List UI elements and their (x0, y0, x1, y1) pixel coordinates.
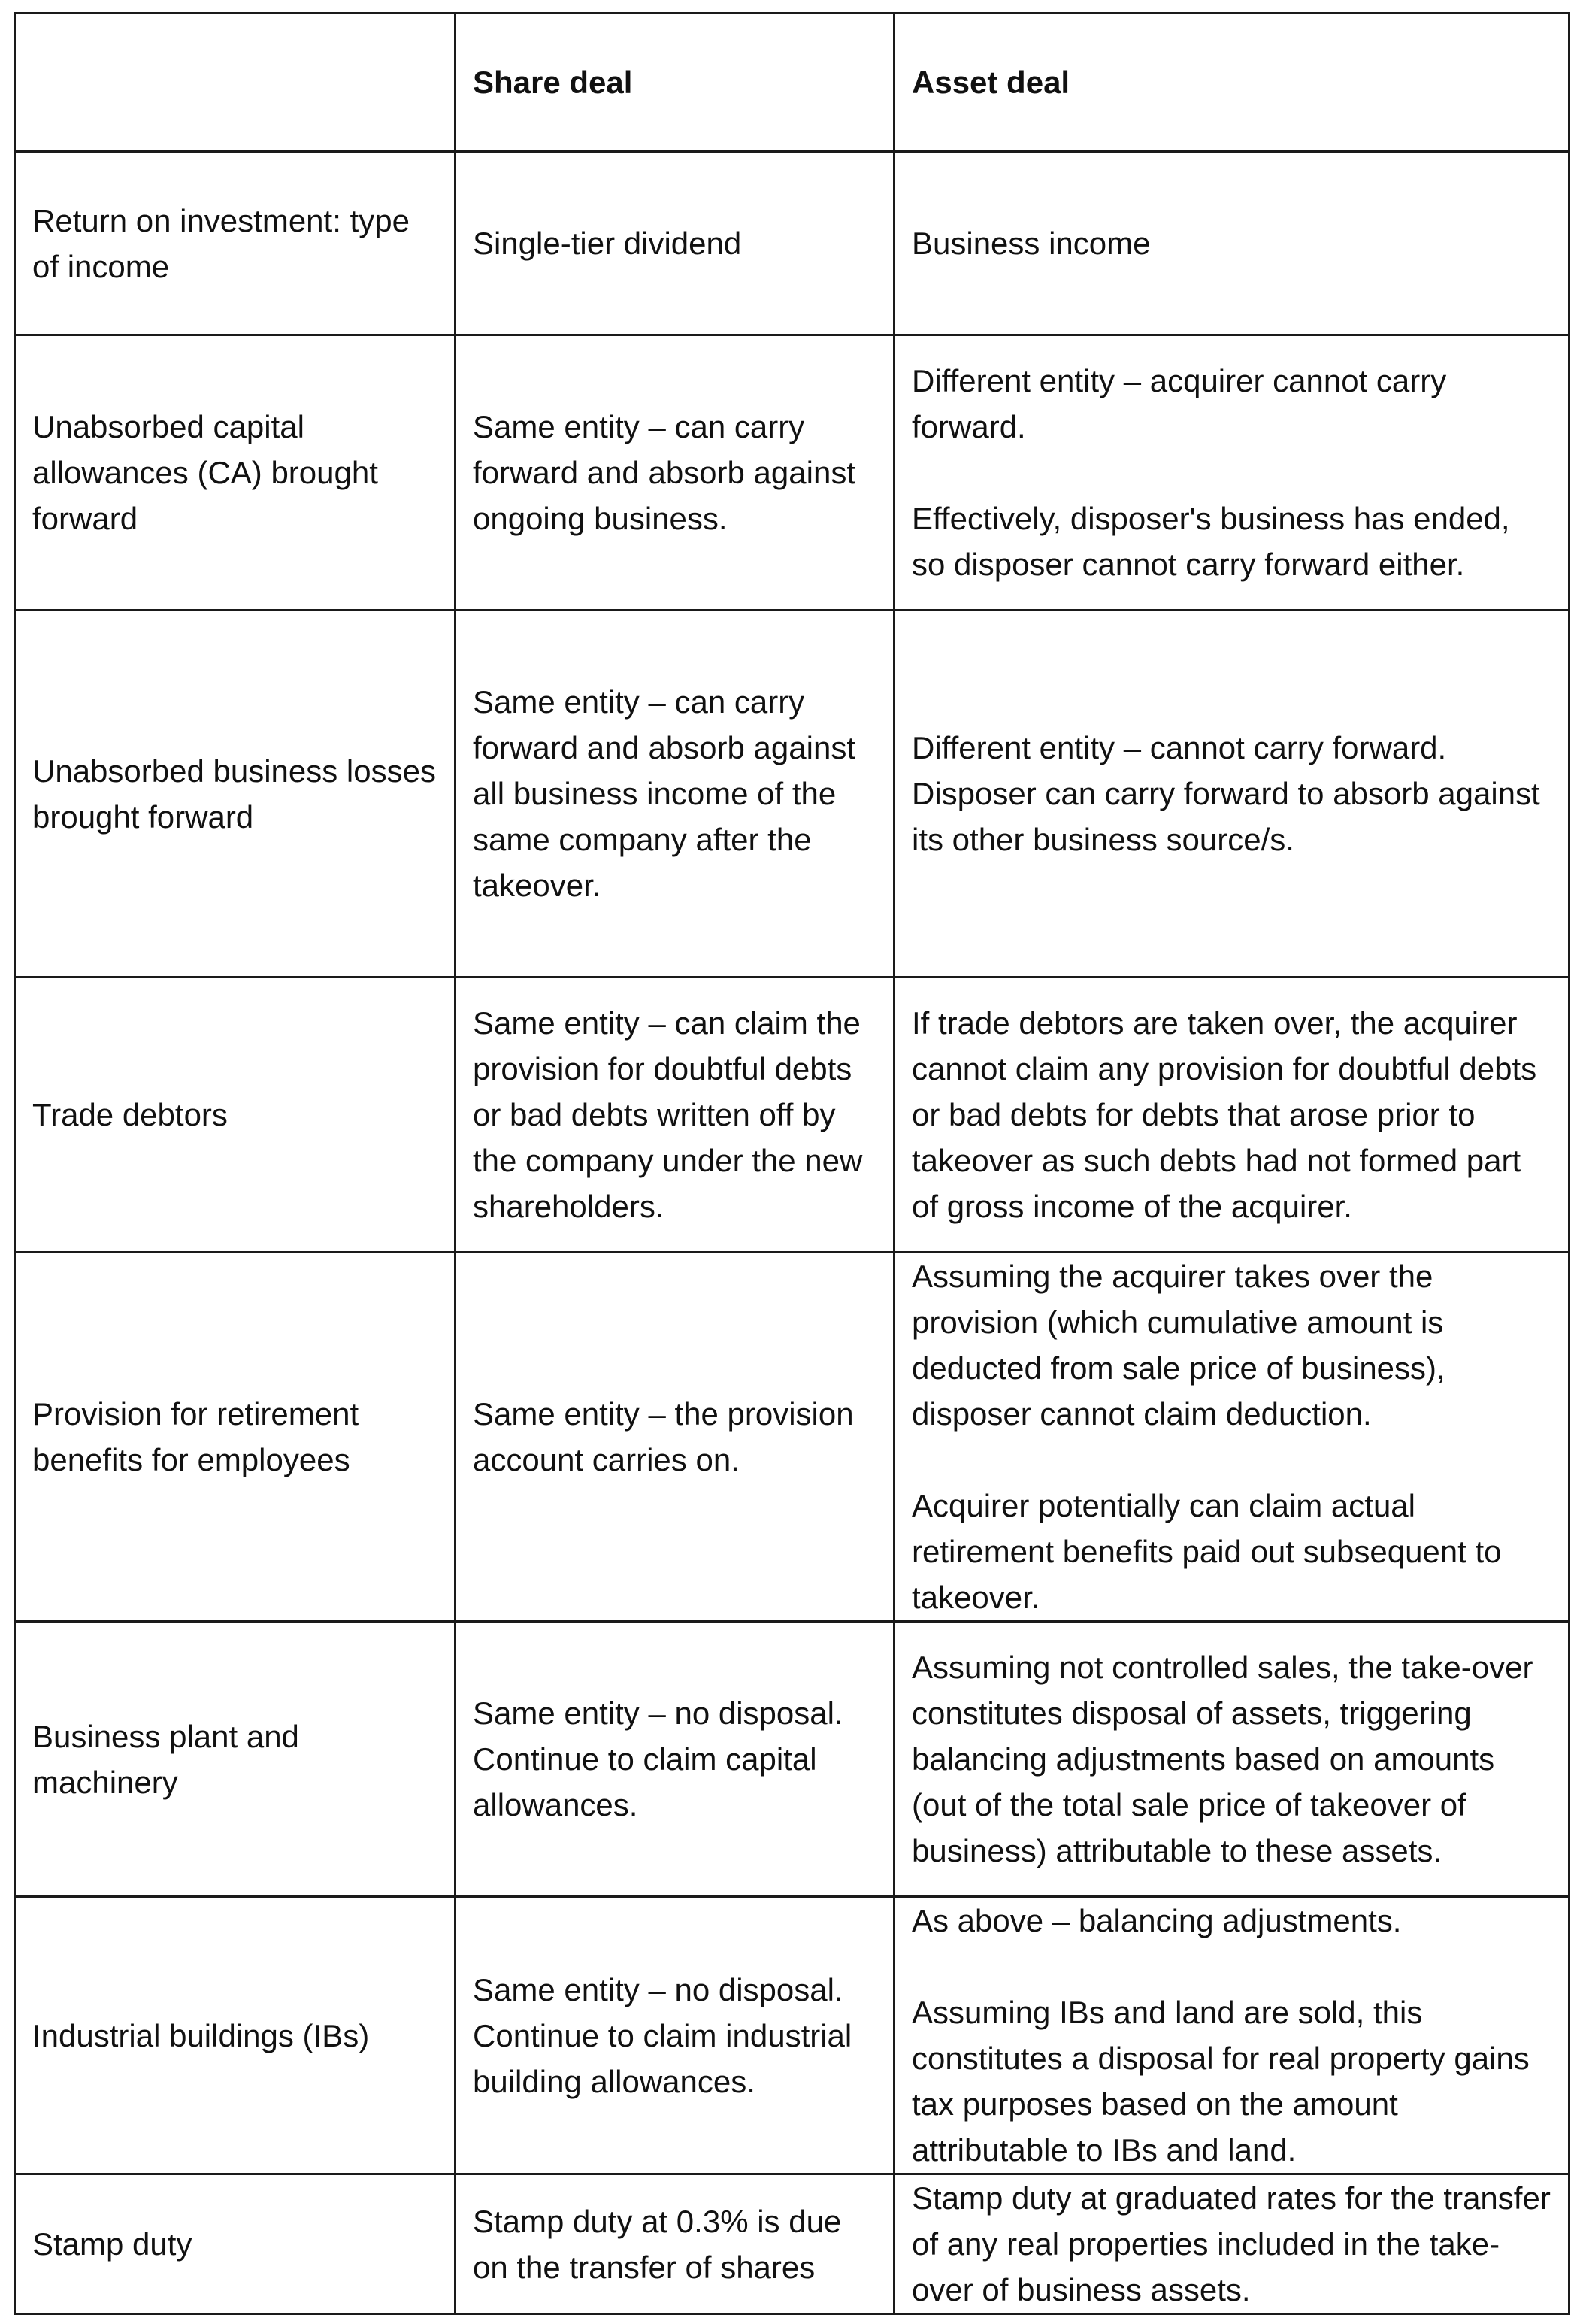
row-aspect-cell: Return on investment: type of income (15, 152, 456, 335)
header-cell-asset-deal: Asset deal (894, 14, 1569, 152)
row-aspect-cell: Stamp duty (15, 2174, 456, 2314)
asset-deal-text: Assuming the acquirer takes over the provision (which cumulative amount is deducted from sale price of business), disposer cannot claim deduction. (912, 1259, 1445, 1432)
row-aspect-cell: Provision for retirement benefits for employees (15, 1253, 456, 1622)
asset-deal-cell (894, 1622, 1569, 1897)
row-aspect-cell: Industrial buildings (IBs) (15, 1897, 456, 2174)
row-aspect-cell: Trade debtors (15, 977, 456, 1253)
share-deal-text: Same entity – the provision account carries on. (473, 1396, 854, 1477)
table-row (15, 1897, 1569, 2174)
table-row (15, 2174, 1569, 2314)
asset-deal-cell (894, 977, 1569, 1253)
table-row (15, 1253, 1569, 1622)
asset-deal-text: Different entity – acquirer cannot carry forward. (912, 363, 1447, 444)
share-deal-cell (456, 2174, 894, 2314)
asset-deal-text: Business income (912, 226, 1151, 261)
asset-deal-text: Effectively, disposer's business has ended, so disposer cannot carry forward either. (912, 501, 1510, 582)
asset-deal-cell (894, 335, 1569, 611)
share-deal-cell (456, 1253, 894, 1622)
table-row (15, 611, 1569, 977)
row-aspect-cell: Unabsorbed business losses brought forward (15, 611, 456, 977)
header-cell-share-deal: Share deal (456, 14, 894, 152)
share-deal-text: Stamp duty at 0.3% is due on the transfer of shares (473, 2203, 842, 2285)
asset-deal-text: Assuming IBs and land are sold, this constitutes a disposal for real property gains tax purposes based on the amount attributable to IBs and land. (912, 1995, 1530, 2168)
table-row (15, 152, 1569, 335)
share-deal-text: Same entity – can carry forward and absorb against ongoing business. (473, 409, 855, 536)
asset-deal-cell (894, 152, 1569, 335)
asset-deal-text: Different entity – cannot carry forward. Disposer can carry forward to absorb against its other business source/s. (912, 730, 1540, 857)
asset-deal-text: Stamp duty at graduated rates for the transfer of any real properties included in the take-over of business assets. (912, 2180, 1551, 2307)
share-deal-cell (456, 611, 894, 977)
table-row (15, 335, 1569, 611)
table-row (15, 977, 1569, 1253)
asset-deal-cell (894, 611, 1569, 977)
asset-deal-text: If trade debtors are taken over, the acquirer cannot claim any provision for doubtful debts or bad debts for debts that arose prior to takeover as such debts had not formed part of gross income of the acquirer. (912, 1005, 1537, 1224)
share-deal-cell (456, 977, 894, 1253)
asset-deal-text: Assuming not controlled sales, the take-over constitutes disposal of assets, triggering balancing adjustments based on amounts (out of the total sale price of takeover of business) attributable to these assets. (912, 1650, 1533, 1868)
row-aspect-cell: Business plant and machinery (15, 1622, 456, 1897)
share-deal-text: Single-tier dividend (473, 226, 742, 261)
share-deal-text: Same entity – no disposal. Continue to claim industrial building allowances. (473, 1971, 852, 2099)
asset-deal-text: As above – balancing adjustments. (912, 1903, 1402, 1938)
share-deal-text: Same entity – can claim the provision for doubtful debts or bad debts written off by the company under the new shareholders. (473, 1005, 863, 1224)
asset-deal-cell (894, 2174, 1569, 2314)
comparison-table (14, 12, 1570, 2315)
table-header-row (15, 14, 1569, 152)
header-cell-aspect (15, 14, 456, 152)
table-row (15, 1622, 1569, 1897)
asset-deal-cell (894, 1253, 1569, 1622)
row-aspect-cell: Unabsorbed capital allowances (CA) brought forward (15, 335, 456, 611)
share-deal-cell (456, 1622, 894, 1897)
share-deal-text: Same entity – no disposal. Continue to claim capital allowances. (473, 1695, 843, 1823)
share-deal-text: Same entity – can carry forward and absorb against all business income of the same company after the takeover. (473, 684, 855, 903)
share-deal-cell (456, 335, 894, 611)
share-deal-cell (456, 152, 894, 335)
share-deal-cell (456, 1897, 894, 2174)
asset-deal-text: Acquirer potentially can claim actual retirement benefits paid out subsequent to takeover. (912, 1488, 1502, 1615)
asset-deal-cell (894, 1897, 1569, 2174)
